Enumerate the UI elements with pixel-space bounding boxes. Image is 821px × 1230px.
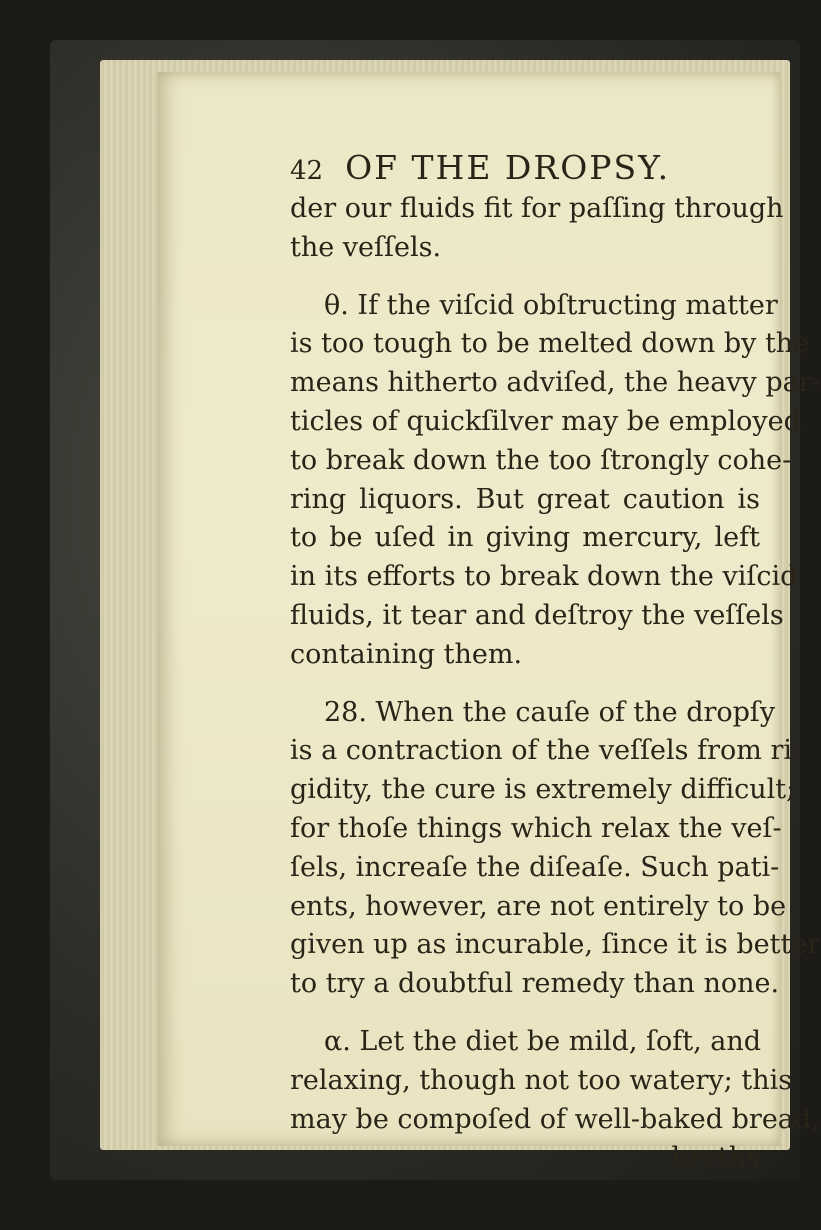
page-number: 42: [290, 156, 324, 186]
text-line: θ. If the viſcid obſtructing matter: [324, 289, 778, 321]
text-line: is a contraction of the veſſels from ri-: [290, 735, 802, 767]
text-line: der our fluids fit for paſſing through: [290, 193, 784, 224]
text-line: containing them.: [290, 638, 523, 670]
text-line: 28. When the cauſe of the dropſy: [324, 696, 776, 728]
text-line: fluids, it tear and deſtroy the veſſels: [290, 599, 784, 631]
text-line: means hitherto adviſed, the heavy par-: [290, 367, 821, 399]
text-line: in its efforts to break down the viſcid: [290, 561, 798, 593]
text-line: relaxing, though not too watery; this: [290, 1064, 793, 1096]
text-line: to break down the too ſtrongly cohe-: [290, 444, 792, 476]
text-line: the veſſels.: [290, 231, 442, 263]
text-line: is too tough to be melted down by the: [290, 328, 810, 360]
text-line: ring liquors. But great caution is: [290, 483, 760, 515]
text-line: ents, however, are not entirely to be: [290, 890, 787, 922]
text-line: ſels, increaſe the diſeaſe. Such pati-: [290, 851, 780, 883]
text-line: gidity, the cure is extremely difficult;: [290, 774, 796, 806]
body-text: [290, 190, 821, 1178]
text-line: ticles of quickſilver may be employed: [290, 405, 801, 437]
text-line: to try a doubtful remedy than none.: [290, 968, 780, 1000]
text-line: for thoſe things which relax the veſ-: [290, 812, 782, 844]
text-line: given up as incurable, ſince it is better: [290, 929, 821, 961]
catchword: broths: [671, 1142, 760, 1174]
running-header: [290, 148, 760, 190]
text-line: α. Let the diet be mild, ſoft, and: [324, 1025, 762, 1057]
running-head-title: OF THE DROPSY.: [345, 148, 671, 187]
text-line: to be uſed in giving mercury, left: [290, 522, 760, 554]
text-line: may be compoſed of well-baked bread,: [290, 1103, 820, 1135]
